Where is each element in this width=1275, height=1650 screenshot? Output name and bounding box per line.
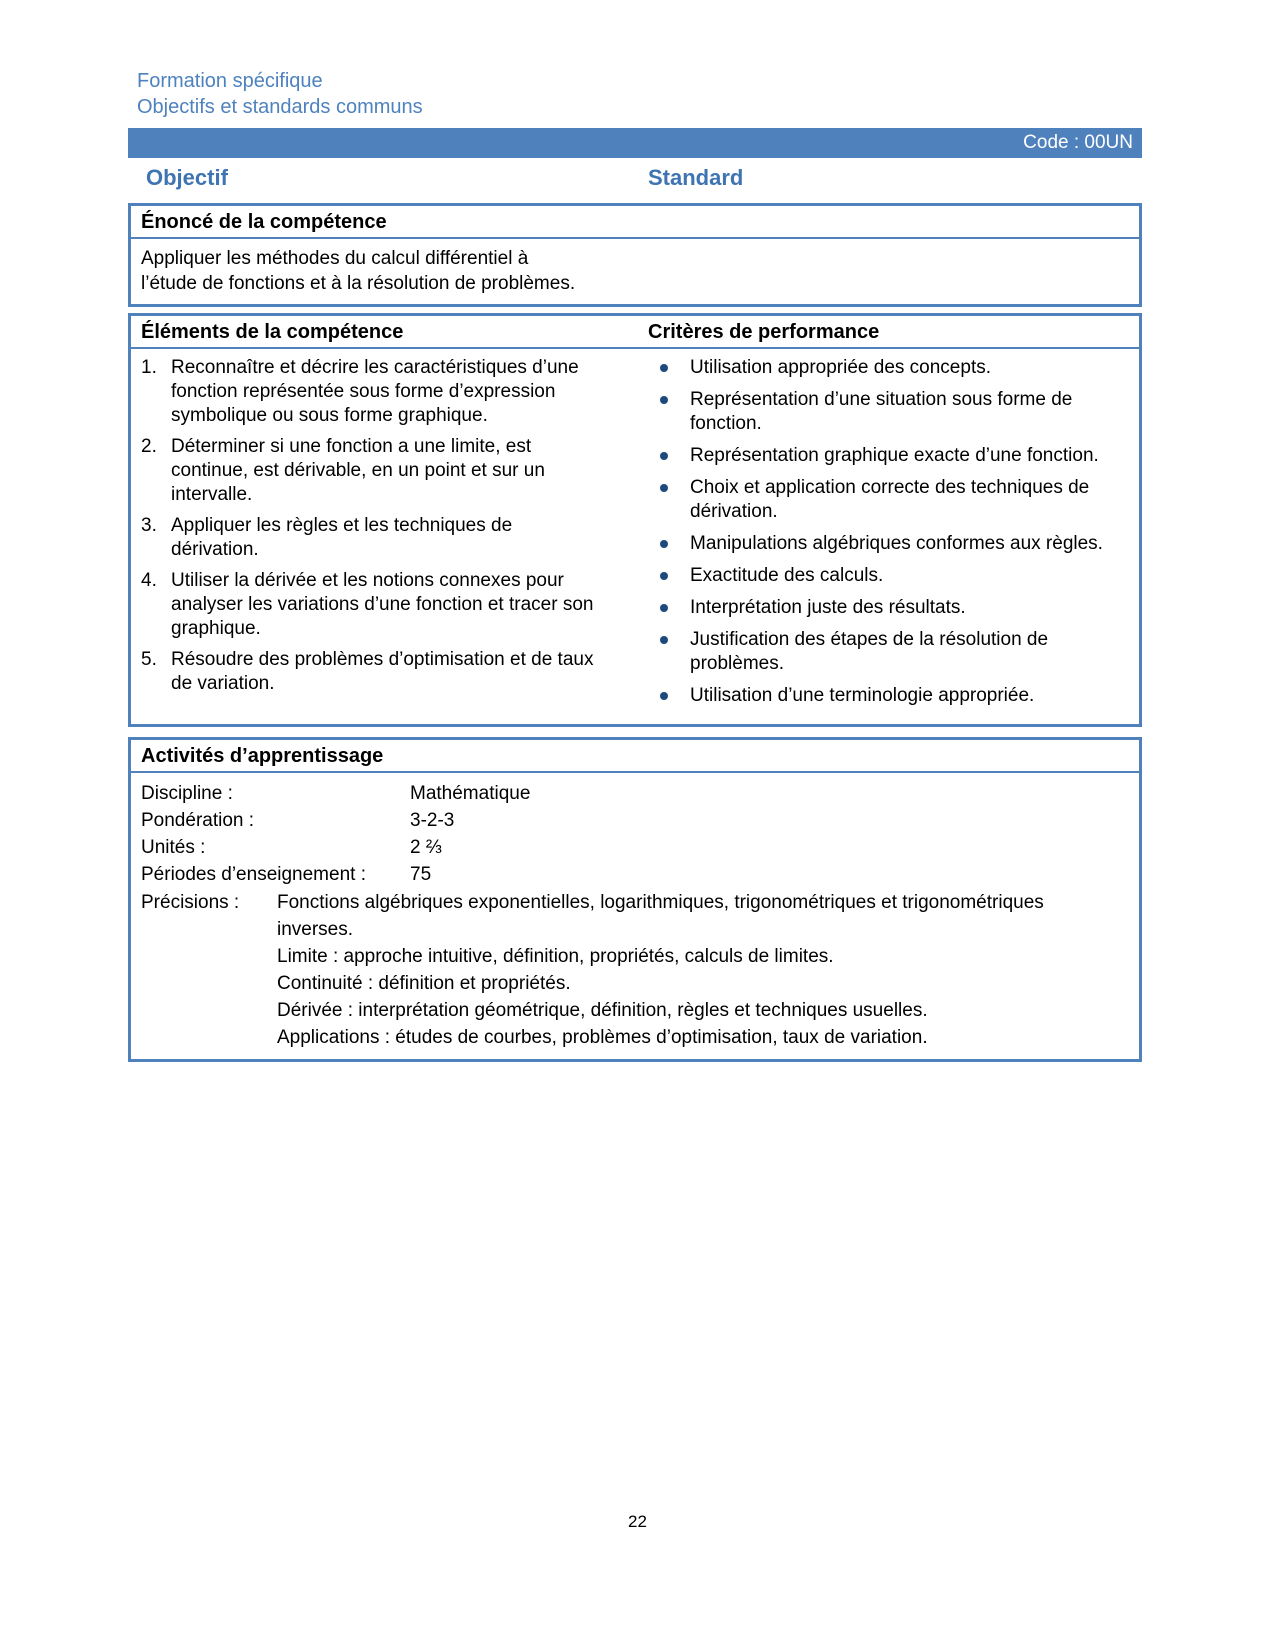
bullet-icon <box>660 692 668 700</box>
element-text: Reconnaître et décrire les caractéristiques d’une fonction représentée sous forme d’expression symbolique ou sous forme graphique. <box>171 357 579 426</box>
elements-list <box>141 356 648 716</box>
critere-item <box>648 532 1105 556</box>
criteres-title: Critères de performance <box>648 321 880 343</box>
meta-value: 3-2-3 <box>410 810 455 831</box>
section-subtitle: Objectifs et standards communs <box>137 96 423 118</box>
meta-label: Discipline : <box>141 783 233 804</box>
precisions-label: Précisions : <box>141 892 240 913</box>
activites-box <box>128 737 1142 1062</box>
critere-text: Représentation graphique exacte d’une fonction. <box>690 445 1099 466</box>
meta-row <box>141 780 1129 807</box>
element-item <box>141 514 648 562</box>
section-title: Formation spécifique <box>137 70 323 92</box>
element-number: 3. <box>141 515 157 536</box>
element-item <box>141 648 648 696</box>
bullet-icon <box>660 540 668 548</box>
precision-line: Dérivée : interprétation géométrique, définition, règles et techniques usuelles. <box>277 1000 928 1021</box>
element-number: 1. <box>141 357 157 378</box>
precision-line: Applications : études de courbes, problèmes d’optimisation, taux de variation. <box>277 1027 928 1048</box>
activites-body <box>131 773 1139 1059</box>
critere-text: Choix et application correcte des techniques de dérivation. <box>690 477 1090 522</box>
meta-value: 2 ⅔ <box>410 837 442 858</box>
precision-line: Fonctions algébriques exponentielles, logarithmiques, trigonométriques et trigonométriques <box>277 892 1044 913</box>
critere-text: Utilisation appropriée des concepts. <box>690 357 992 378</box>
enonce-text-line1: Appliquer les méthodes du calcul différentiel à <box>141 248 529 269</box>
critere-item <box>648 388 1105 436</box>
critere-item <box>648 628 1105 676</box>
bullet-icon <box>660 484 668 492</box>
standard-heading: Standard <box>648 165 744 190</box>
precisions-row <box>141 889 1129 1051</box>
meta-label: Unités : <box>141 837 206 858</box>
critere-item <box>648 476 1105 524</box>
meta-value: Mathématique <box>410 783 531 804</box>
code-banner <box>128 128 1142 158</box>
bullet-icon <box>660 572 668 580</box>
enonce-text-line2: l’étude de fonctions et à la résolution de problèmes. <box>141 273 576 294</box>
element-item <box>141 435 648 507</box>
bullet-icon <box>660 364 668 372</box>
element-number: 4. <box>141 570 157 591</box>
meta-row <box>141 834 1129 861</box>
element-item <box>141 569 648 641</box>
precisions-lines <box>277 889 1129 1051</box>
code-label: Code : 00UN <box>1023 132 1133 153</box>
element-text: Résoudre des problèmes d’optimisation et de taux de variation. <box>171 649 594 694</box>
critere-text: Justification des étapes de la résolution de problèmes. <box>690 629 1049 674</box>
page-number: 22 <box>628 1512 647 1531</box>
meta-row <box>141 861 1129 888</box>
enonce-title: Énoncé de la compétence <box>131 206 1139 239</box>
objectif-heading: Objectif <box>146 165 228 190</box>
element-item <box>141 356 648 428</box>
elements-title: Éléments de la compétence <box>141 321 404 343</box>
critere-text: Représentation d’une situation sous forme de fonction. <box>690 389 1073 434</box>
precision-line: inverses. <box>277 919 354 940</box>
meta-label: Pondération : <box>141 810 255 831</box>
precision-line: Limite : approche intuitive, définition, propriétés, calculs de limites. <box>277 946 834 967</box>
element-text: Appliquer les règles et les techniques de dérivation. <box>171 515 513 560</box>
enonce-body <box>131 239 1139 304</box>
critere-item <box>648 596 1105 620</box>
critere-item <box>648 684 1105 708</box>
bullet-icon <box>660 452 668 460</box>
competence-headers <box>131 316 1139 349</box>
critere-text: Utilisation d’une terminologie appropriée. <box>690 685 1035 706</box>
critere-text: Manipulations algébriques conformes aux règles. <box>690 533 1103 554</box>
critere-item <box>648 564 1105 588</box>
critere-item <box>648 444 1105 468</box>
column-headings <box>128 163 1142 193</box>
activites-meta <box>141 780 1129 888</box>
competence-body <box>131 349 1139 724</box>
document-header <box>128 0 1142 120</box>
meta-row <box>141 807 1129 834</box>
precision-line: Continuité : définition et propriétés. <box>277 973 571 994</box>
meta-value: 75 <box>410 864 432 885</box>
bullet-icon <box>660 396 668 404</box>
competence-box <box>128 313 1142 727</box>
critere-text: Interprétation juste des résultats. <box>690 597 966 618</box>
meta-label: Périodes d’enseignement : <box>141 864 366 885</box>
element-text: Utiliser la dérivée et les notions connexes pour analyser les variations d’une fonction et tracer son graphique. <box>171 570 594 639</box>
critere-item <box>648 356 1105 380</box>
critere-text: Exactitude des calculs. <box>690 565 884 586</box>
element-text: Déterminer si une fonction a une limite, est continue, est dérivable, en un point et sur un intervalle. <box>171 436 545 505</box>
bullet-icon <box>660 636 668 644</box>
activites-title: Activités d’apprentissage <box>131 740 1139 773</box>
enonce-box <box>128 203 1142 307</box>
bullet-icon <box>660 604 668 612</box>
element-number: 2. <box>141 436 157 457</box>
criteres-list <box>648 356 1129 716</box>
element-number: 5. <box>141 649 157 670</box>
